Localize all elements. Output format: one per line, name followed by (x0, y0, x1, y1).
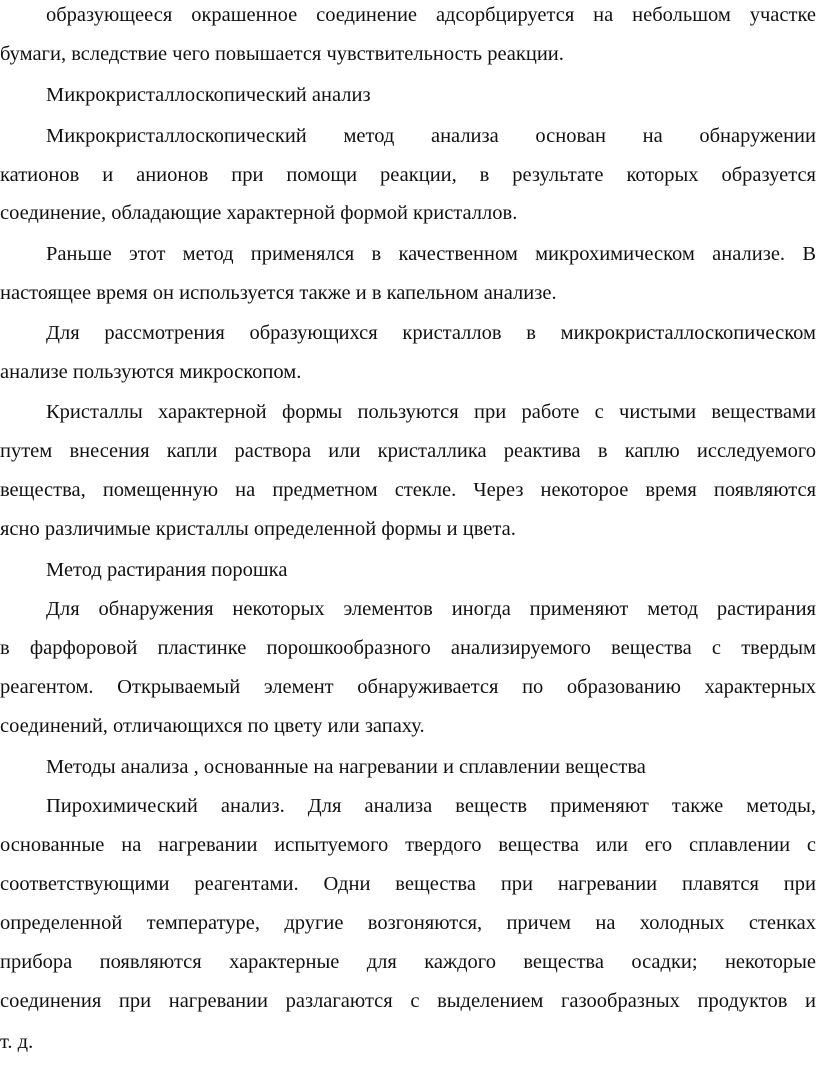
text-line: соединений, отличающихся по цвету или запаху. (0, 715, 425, 737)
text-line: настоящее время он используется также и в капельном анализе. (0, 282, 557, 304)
text-line: соединение, обладающие характерной формой кристаллов. (0, 202, 518, 224)
text-line: Для обнаружения некоторых элементов иногда применяют метод растирания (46, 598, 816, 620)
section-heading-heating-methods: Методы анализа , основанные на нагревании и сплавлении вещества (46, 756, 646, 778)
text-line: Для рассмотрения образующихся кристаллов в микрокристаллоскопическом (46, 322, 816, 344)
text-line: Кристаллы характерной формы пользуются при работе с чистыми веществами (46, 401, 816, 423)
text-line: вещества, помещенную на предметном стекле. Через некоторое время появляются (0, 479, 816, 501)
text-line: основанные на нагревании испытуемого твердого вещества или его сплавлении с (0, 834, 816, 856)
text-line: ясно различимые кристаллы определенной формы и цвета. (0, 518, 516, 540)
text-line: Микрокристаллоскопический метод анализа основан на обнаружении (46, 125, 816, 147)
text-line: определенной температуре, другие возгоняются, причем на холодных стенках (0, 912, 816, 934)
section-heading-microcrystalloscopic: Микрокристаллоскопический анализ (46, 84, 371, 106)
text-line: прибора появляются характерные для каждого вещества осадки; некоторые (0, 951, 816, 973)
text-line: соединения при нагревании разлагаются с выделением газообразных продуктов и (0, 990, 816, 1012)
text-line: т. д. (0, 1031, 34, 1053)
text-line: Пирохимический анализ. Для анализа веществ применяют также методы, (46, 795, 816, 817)
text-line: путем внесения капли раствора или кристаллика реактива в каплю исследуемого (0, 440, 816, 462)
text-line: соответствующими реагентами. Одни вещества при нагревании плавятся при (0, 873, 816, 895)
text-line: в фарфоровой пластинке порошкообразного анализируемого вещества с твердым (0, 637, 816, 659)
text-line: бумаги, вследствие чего повышается чувствительность реакции. (0, 43, 564, 65)
text-line: катионов и анионов при помощи реакции, в результате которых образуется (0, 164, 816, 186)
text-line: образующееся окрашенное соединение адсорбцируется на небольшом участке (46, 4, 816, 26)
text-line: анализе пользуются микроскопом. (0, 361, 302, 383)
text-line: Раньше этот метод применялся в качественном микрохимическом анализе. В (46, 243, 816, 265)
section-heading-powder-grinding: Метод растирания порошка (46, 559, 288, 581)
text-line: реагентом. Открываемый элемент обнаруживается по образованию характерных (0, 676, 816, 698)
